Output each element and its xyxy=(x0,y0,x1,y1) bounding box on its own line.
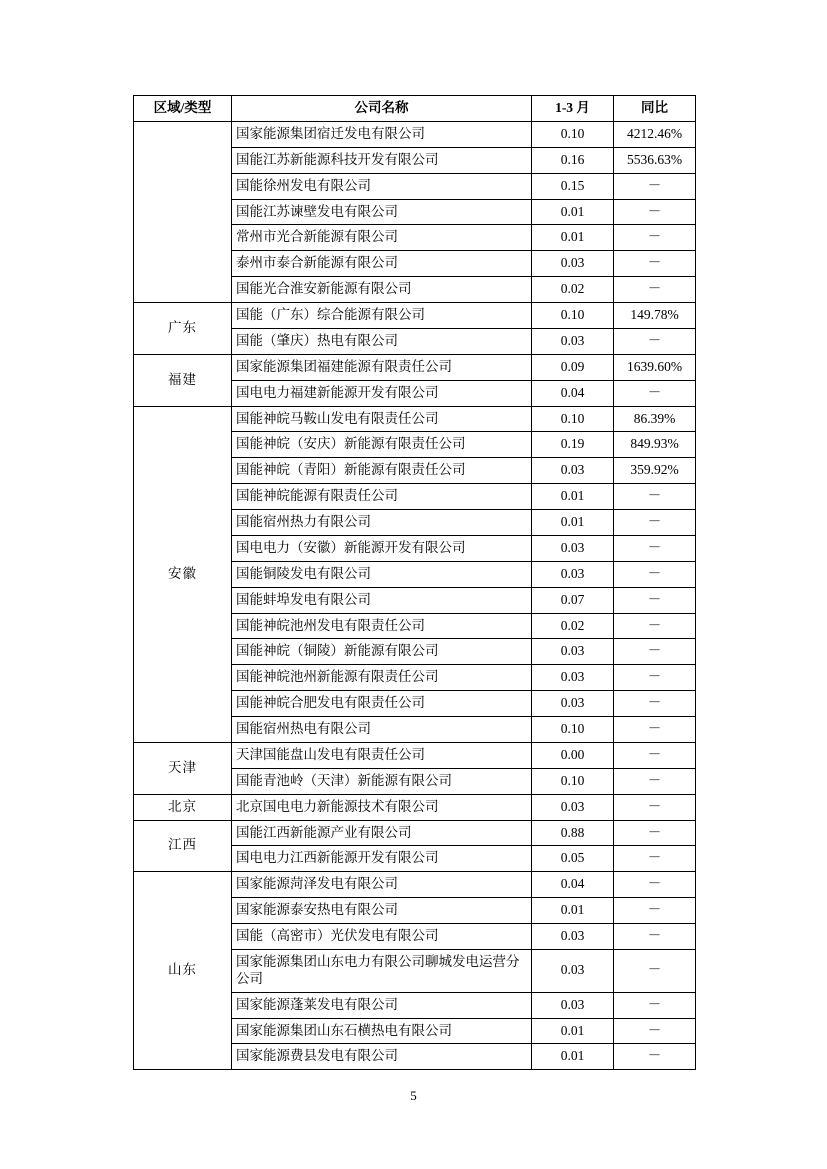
cell-company-name: 国能（广东）综合能源有限公司 xyxy=(232,303,532,329)
cell-period-value: 0.10 xyxy=(532,406,614,432)
cell-company-name: 常州市光合新能源有限公司 xyxy=(232,225,532,251)
cell-period-value: 0.03 xyxy=(532,639,614,665)
cell-company-name: 国能（高密市）光伏发电有限公司 xyxy=(232,924,532,950)
cell-yoy-value: － xyxy=(614,587,696,613)
cell-company-name: 泰州市泰合新能源有限公司 xyxy=(232,251,532,277)
cell-yoy-value: － xyxy=(614,742,696,768)
cell-yoy-value: 149.78% xyxy=(614,303,696,329)
cell-yoy-value: － xyxy=(614,872,696,898)
cell-yoy-value: － xyxy=(614,510,696,536)
cell-period-value: 0.05 xyxy=(532,846,614,872)
cell-period-value: 0.01 xyxy=(532,1018,614,1044)
cell-company-name: 国能神皖池州发电有限责任公司 xyxy=(232,613,532,639)
cell-company-name: 国能宿州热力有限公司 xyxy=(232,510,532,536)
table-row xyxy=(134,406,696,432)
cell-area: 江西 xyxy=(134,820,232,872)
cell-company-name: 国能宿州热电有限公司 xyxy=(232,717,532,743)
cell-yoy-value: 5536.63% xyxy=(614,147,696,173)
cell-period-value: 0.00 xyxy=(532,742,614,768)
cell-period-value: 0.10 xyxy=(532,768,614,794)
cell-yoy-value: 849.93% xyxy=(614,432,696,458)
cell-period-value: 0.07 xyxy=(532,587,614,613)
cell-company-name: 国家能源集团山东电力有限公司聊城发电运营分公司 xyxy=(232,949,532,992)
cell-yoy-value: － xyxy=(614,1044,696,1070)
cell-yoy-value: － xyxy=(614,380,696,406)
column-header-period: 1-3 月 xyxy=(532,96,614,122)
cell-area: 山东 xyxy=(134,872,232,1070)
cell-company-name: 国能神皖（青阳）新能源有限责任公司 xyxy=(232,458,532,484)
cell-yoy-value: 359.92% xyxy=(614,458,696,484)
cell-period-value: 0.10 xyxy=(532,717,614,743)
column-header-company: 公司名称 xyxy=(232,96,532,122)
cell-period-value: 0.03 xyxy=(532,992,614,1018)
cell-yoy-value: － xyxy=(614,613,696,639)
cell-period-value: 0.03 xyxy=(532,535,614,561)
cell-period-value: 0.03 xyxy=(532,665,614,691)
cell-period-value: 0.09 xyxy=(532,354,614,380)
cell-company-name: 国能神皖能源有限责任公司 xyxy=(232,484,532,510)
cell-period-value: 0.01 xyxy=(532,510,614,536)
cell-area: 天津 xyxy=(134,742,232,794)
cell-area: 北京 xyxy=(134,794,232,820)
table-row xyxy=(134,872,696,898)
cell-company-name: 国家能源菏泽发电有限公司 xyxy=(232,872,532,898)
cell-company-name: 国能铜陵发电有限公司 xyxy=(232,561,532,587)
column-header-area: 区域/类型 xyxy=(134,96,232,122)
cell-period-value: 0.88 xyxy=(532,820,614,846)
cell-yoy-value: 1639.60% xyxy=(614,354,696,380)
table-header-row xyxy=(134,96,696,122)
cell-period-value: 0.15 xyxy=(532,173,614,199)
cell-company-name: 国家能源集团福建能源有限责任公司 xyxy=(232,354,532,380)
cell-period-value: 0.03 xyxy=(532,794,614,820)
cell-yoy-value: － xyxy=(614,820,696,846)
company-data-table xyxy=(133,95,696,1070)
table-row xyxy=(134,354,696,380)
cell-yoy-value: － xyxy=(614,717,696,743)
cell-period-value: 0.02 xyxy=(532,277,614,303)
cell-period-value: 0.03 xyxy=(532,691,614,717)
cell-period-value: 0.03 xyxy=(532,949,614,992)
cell-company-name: 国能蚌埠发电有限公司 xyxy=(232,587,532,613)
cell-company-name: 国能江西新能源产业有限公司 xyxy=(232,820,532,846)
cell-company-name: 国能神皖马鞍山发电有限责任公司 xyxy=(232,406,532,432)
cell-yoy-value: － xyxy=(614,691,696,717)
cell-yoy-value: － xyxy=(614,251,696,277)
cell-period-value: 0.03 xyxy=(532,924,614,950)
cell-yoy-value: 4212.46% xyxy=(614,121,696,147)
cell-period-value: 0.16 xyxy=(532,147,614,173)
cell-yoy-value: 86.39% xyxy=(614,406,696,432)
cell-period-value: 0.01 xyxy=(532,898,614,924)
cell-period-value: 0.01 xyxy=(532,484,614,510)
cell-period-value: 0.10 xyxy=(532,121,614,147)
cell-yoy-value: － xyxy=(614,173,696,199)
table-header xyxy=(134,96,696,122)
cell-company-name: 国能神皖（铜陵）新能源有限公司 xyxy=(232,639,532,665)
cell-yoy-value: － xyxy=(614,639,696,665)
cell-yoy-value: － xyxy=(614,898,696,924)
cell-period-value: 0.10 xyxy=(532,303,614,329)
cell-company-name: 国能神皖（安庆）新能源有限责任公司 xyxy=(232,432,532,458)
cell-period-value: 0.04 xyxy=(532,872,614,898)
cell-yoy-value: － xyxy=(614,535,696,561)
cell-period-value: 0.03 xyxy=(532,561,614,587)
cell-period-value: 0.01 xyxy=(532,1044,614,1070)
cell-company-name: 国能光合淮安新能源有限公司 xyxy=(232,277,532,303)
cell-yoy-value: － xyxy=(614,924,696,950)
cell-yoy-value: － xyxy=(614,328,696,354)
cell-company-name: 国家能源泰安热电有限公司 xyxy=(232,898,532,924)
cell-area: 广东 xyxy=(134,303,232,355)
cell-yoy-value: － xyxy=(614,992,696,1018)
cell-yoy-value: － xyxy=(614,768,696,794)
cell-yoy-value: － xyxy=(614,1018,696,1044)
cell-company-name: 国家能源费县发电有限公司 xyxy=(232,1044,532,1070)
cell-yoy-value: － xyxy=(614,225,696,251)
cell-company-name: 国家能源集团山东石横热电有限公司 xyxy=(232,1018,532,1044)
cell-yoy-value: － xyxy=(614,561,696,587)
cell-period-value: 0.04 xyxy=(532,380,614,406)
cell-company-name: 国能神皖池州新能源有限责任公司 xyxy=(232,665,532,691)
cell-period-value: 0.03 xyxy=(532,458,614,484)
cell-period-value: 0.03 xyxy=(532,251,614,277)
column-header-yoy: 同比 xyxy=(614,96,696,122)
cell-yoy-value: － xyxy=(614,665,696,691)
cell-yoy-value: － xyxy=(614,277,696,303)
cell-company-name: 国能江苏谏壁发电有限公司 xyxy=(232,199,532,225)
cell-period-value: 0.01 xyxy=(532,199,614,225)
cell-area: 福建 xyxy=(134,354,232,406)
cell-period-value: 0.19 xyxy=(532,432,614,458)
cell-period-value: 0.01 xyxy=(532,225,614,251)
table-row xyxy=(134,820,696,846)
cell-company-name: 国家能源集团宿迁发电有限公司 xyxy=(232,121,532,147)
cell-company-name: 国能神皖合肥发电有限责任公司 xyxy=(232,691,532,717)
page-number: 5 xyxy=(410,1088,417,1103)
cell-company-name: 国能青池岭（天津）新能源有限公司 xyxy=(232,768,532,794)
table-row xyxy=(134,121,696,147)
cell-company-name: 国能徐州发电有限公司 xyxy=(232,173,532,199)
cell-company-name: 国家能源蓬莱发电有限公司 xyxy=(232,992,532,1018)
cell-area: 安徽 xyxy=(134,406,232,742)
cell-yoy-value: － xyxy=(614,794,696,820)
data-table-wrapper xyxy=(133,95,695,1070)
table-body xyxy=(134,121,696,1069)
table-row xyxy=(134,303,696,329)
cell-yoy-value: － xyxy=(614,949,696,992)
cell-company-name: 国电电力福建新能源开发有限公司 xyxy=(232,380,532,406)
cell-company-name: 国电电力（安徽）新能源开发有限公司 xyxy=(232,535,532,561)
cell-period-value: 0.03 xyxy=(532,328,614,354)
cell-company-name: 国能（肇庆）热电有限公司 xyxy=(232,328,532,354)
cell-company-name: 国电电力江西新能源开发有限公司 xyxy=(232,846,532,872)
table-row xyxy=(134,742,696,768)
table-row xyxy=(134,794,696,820)
cell-yoy-value: － xyxy=(614,484,696,510)
cell-company-name: 天津国能盘山发电有限责任公司 xyxy=(232,742,532,768)
cell-area xyxy=(134,121,232,302)
cell-yoy-value: － xyxy=(614,199,696,225)
cell-company-name: 国能江苏新能源科技开发有限公司 xyxy=(232,147,532,173)
cell-yoy-value: － xyxy=(614,846,696,872)
cell-period-value: 0.02 xyxy=(532,613,614,639)
cell-company-name: 北京国电电力新能源技术有限公司 xyxy=(232,794,532,820)
